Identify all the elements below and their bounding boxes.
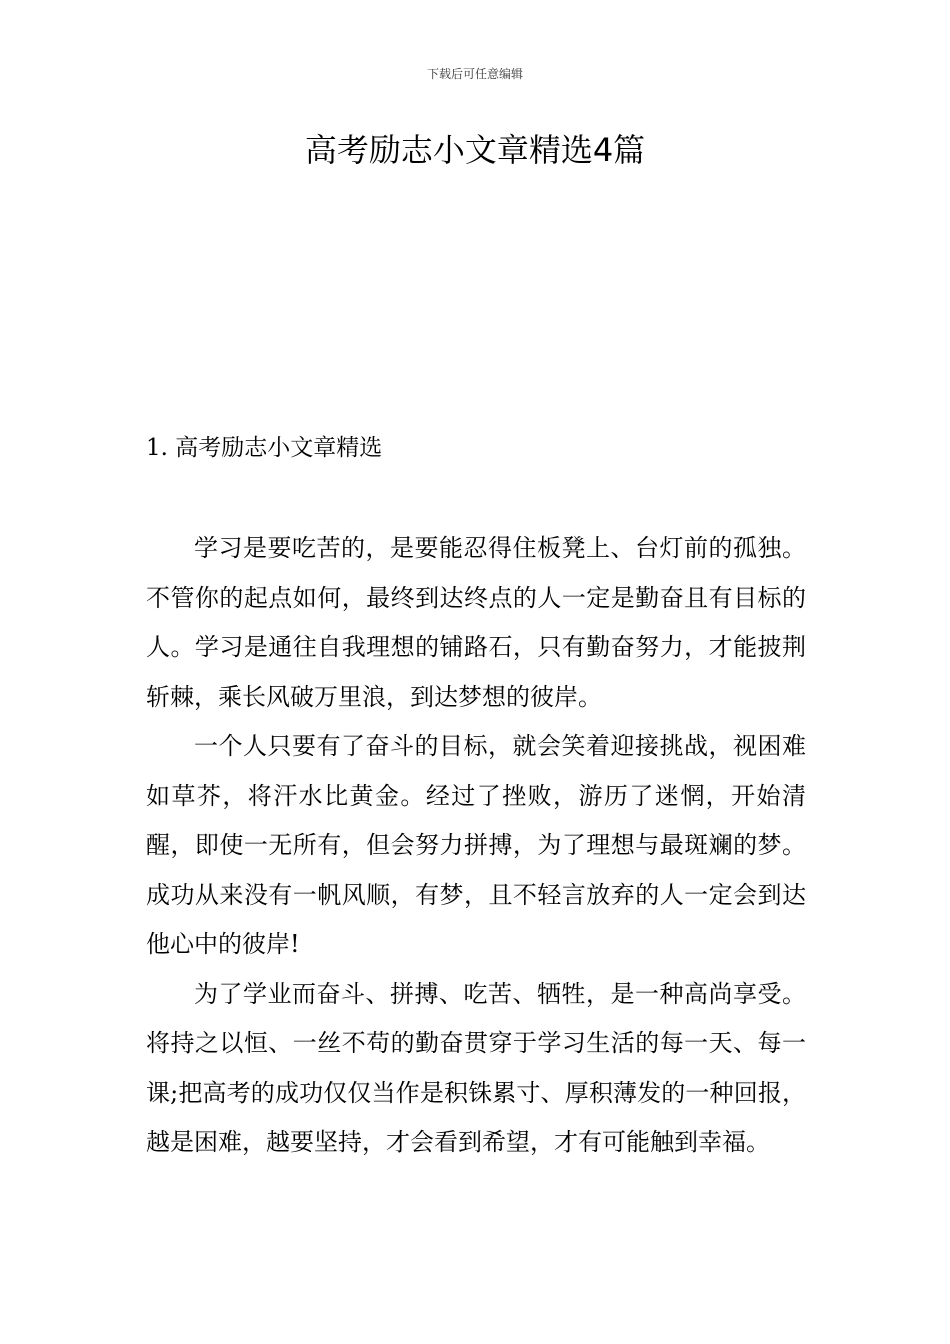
document-title: 高考励志小文章精选4篇 bbox=[304, 131, 646, 169]
section-heading: 1. 高考励志小文章精选 bbox=[146, 435, 383, 461]
paragraph-3: 为了学业而奋斗、拼搏、吃苦、牺牲，是一种高尚享受。将持之以恒、一丝不苟的勤奋贯穿于学习生活的每一天、每一课;把高考的成功仅仅当作是积铢累寸、厚积薄发的一种回报，越是困难，越要坚持，才会看到希望，才有可能触到幸福。 bbox=[146, 979, 806, 1156]
article-body bbox=[146, 524, 806, 1168]
paragraph-1: 学习是要吃苦的，是要能忍得住板凳上、台灯前的孤独。不管你的起点如何，最终到达终点的人一定是勤奋且有目标的人。学习是通往自我理想的铺路石，只有勤奋努力，才能披荆斩棘，乘长风破万里浪，到达梦想的彼岸。 bbox=[146, 534, 806, 711]
page-header-note: 下载后可任意编辑 bbox=[426, 67, 523, 81]
paragraph-2: 一个人只要有了奋斗的目标，就会笑着迎接挑战，视困难如草芥，将汗水比黄金。经过了挫败，游历了迷惘，开始清醒，即使一无所有，但会努力拼搏，为了理想与最斑斓的梦。成功从来没有一帆风顺，有梦，且不轻言放弃的人一定会到达他心中的彼岸! bbox=[146, 732, 806, 958]
